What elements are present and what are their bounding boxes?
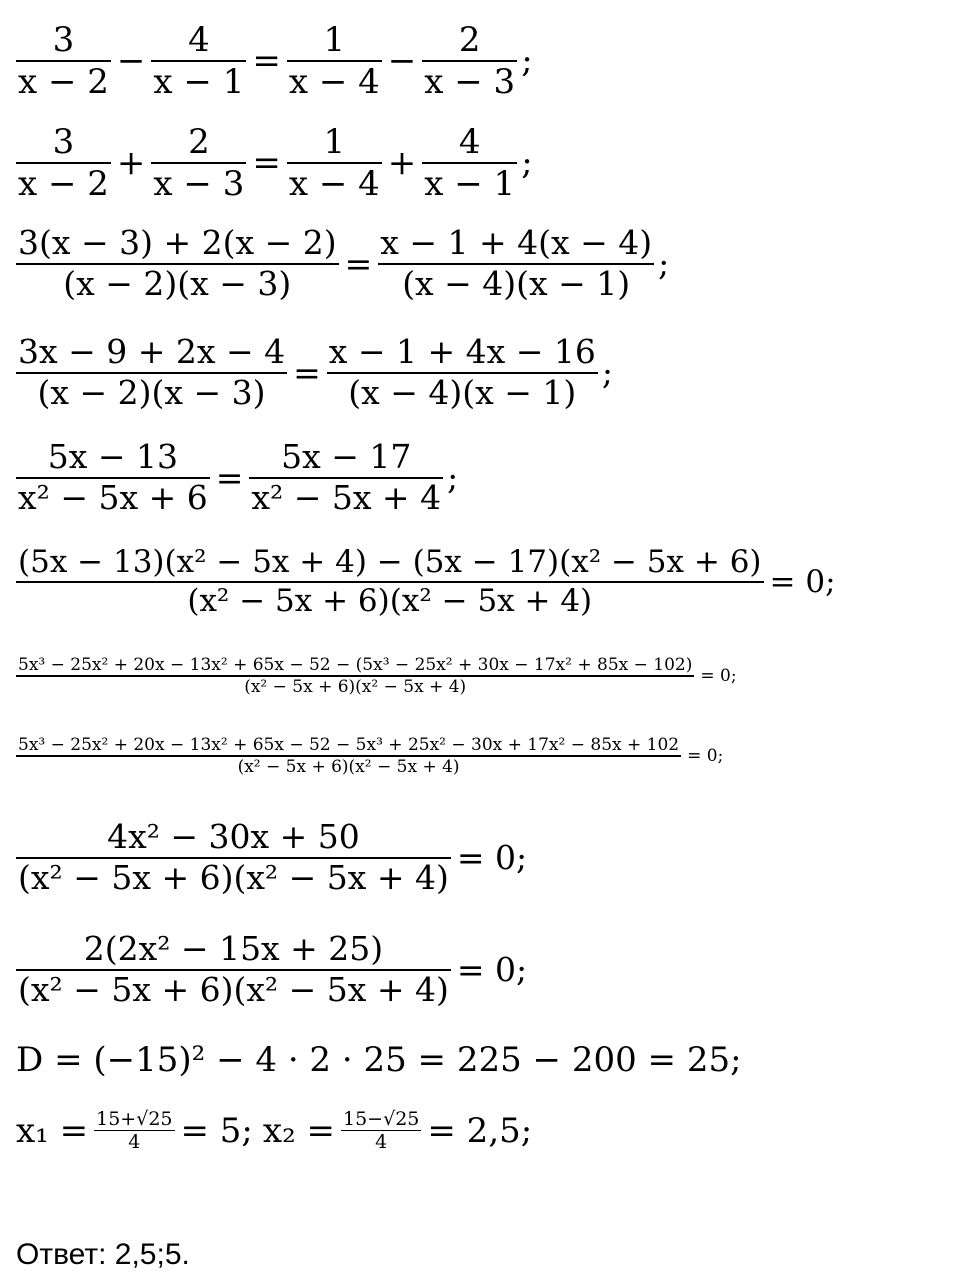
denominator: (x² − 5x + 6)(x² − 5x + 4) — [237, 757, 460, 778]
numerator: (5x − 13)(x² − 5x + 4) − (5x − 17)(x² − 5x + 6) — [18, 544, 762, 580]
numerator: x − 1 + 4x − 16 — [328, 332, 596, 371]
equals-zero: = 0; — [456, 950, 528, 990]
equals-sign: = — [252, 41, 281, 82]
numerator: 5x³ − 25x² + 20x − 13x² + 65x − 52 − (5x³ − 25x² + 30x − 17x² + 85x − 102) — [18, 655, 693, 675]
equation-line-9 — [16, 818, 533, 898]
fraction — [16, 438, 210, 518]
denominator: x − 2 — [18, 62, 109, 103]
denominator: x − 3 — [153, 164, 245, 205]
fraction — [16, 735, 681, 777]
x2-value: = 2,5; — [427, 1110, 533, 1151]
semicolon: ; — [521, 41, 533, 82]
equals-sign: = — [344, 244, 373, 284]
denominator: (x − 4)(x − 1) — [348, 372, 577, 412]
fraction — [16, 20, 111, 102]
operator: + — [116, 143, 146, 184]
denominator: (x² − 5x + 6)(x² − 5x + 4) — [18, 969, 449, 1009]
numerator: 15−√25 — [343, 1108, 420, 1130]
equation-line-5 — [16, 438, 458, 518]
denominator: x² − 5x + 4 — [251, 477, 442, 517]
denominator: x² − 5x + 6 — [18, 477, 208, 517]
equals-sign: = — [293, 353, 321, 393]
fraction — [249, 438, 443, 518]
x2-fraction — [341, 1108, 421, 1154]
equation-line-7 — [16, 655, 743, 697]
numerator: 3(x − 3) + 2(x − 2) — [18, 223, 337, 262]
answer-text: Ответ: 2,5;5. — [16, 1238, 190, 1271]
denominator: 4 — [128, 1131, 141, 1154]
semicolon: ; — [658, 244, 670, 284]
fraction — [327, 333, 598, 413]
operator: − — [387, 41, 417, 82]
fraction — [16, 655, 694, 697]
semicolon: ; — [447, 458, 459, 498]
denominator: (x − 2)(x − 3) — [37, 372, 266, 412]
fraction — [151, 122, 246, 204]
semicolon: ; — [521, 143, 533, 184]
denominator: 4 — [375, 1131, 388, 1154]
numerator: 1 — [323, 20, 346, 60]
numerator: 3 — [52, 20, 75, 60]
numerator: x − 1 + 4(x − 4) — [380, 223, 653, 262]
numerator: 5x³ − 25x² + 20x − 13x² + 65x − 52 − 5x³ + 25x² − 30x + 17x² − 85x + 102 — [18, 735, 680, 755]
equals-zero: = 0; — [456, 838, 528, 878]
equation-line-2 — [16, 122, 533, 204]
numerator: 15+√25 — [96, 1108, 173, 1130]
x2-label: x₂ = — [262, 1110, 335, 1151]
roots-line — [16, 1108, 532, 1154]
denominator: x − 1 — [424, 164, 516, 205]
numerator: 4x² − 30x + 50 — [107, 817, 360, 856]
discriminant-text: D = (−15)² − 4 · 2 · 25 = 225 − 200 = 25; — [16, 1040, 742, 1080]
numerator: 1 — [323, 122, 346, 162]
operator: − — [116, 41, 146, 82]
semicolon: ; — [601, 353, 613, 393]
numerator: 2 — [458, 20, 481, 60]
numerator: 5x − 17 — [281, 437, 412, 476]
fraction — [16, 224, 339, 304]
numerator: 4 — [458, 122, 481, 162]
equals-zero: = 0; — [769, 563, 836, 600]
fraction — [287, 122, 382, 204]
numerator: 2(2x² − 15x + 25) — [83, 929, 384, 968]
denominator: (x² − 5x + 6)(x² − 5x + 4) — [18, 857, 449, 897]
fraction — [422, 122, 517, 204]
equation-line-1 — [16, 20, 533, 102]
numerator: 5x − 13 — [47, 437, 178, 476]
equals-zero: = 0; — [700, 666, 737, 687]
equals-sign: = — [215, 458, 244, 498]
fraction — [16, 333, 287, 413]
equation-line-4 — [16, 333, 613, 413]
fraction — [16, 122, 111, 204]
fraction — [16, 818, 451, 898]
denominator: x − 2 — [18, 164, 109, 205]
numerator: 3x − 9 + 2x − 4 — [18, 332, 286, 371]
denominator: x − 4 — [288, 62, 380, 103]
x1-value: = 5; — [180, 1110, 253, 1151]
x1-label: x₁ = — [16, 1110, 89, 1151]
denominator: x − 3 — [424, 62, 516, 103]
operator: + — [387, 143, 417, 184]
answer-line — [16, 1238, 190, 1272]
denominator: (x − 4)(x − 1) — [402, 263, 631, 303]
fraction — [16, 930, 451, 1010]
numerator: 2 — [188, 122, 210, 162]
fraction — [287, 20, 382, 102]
fraction — [16, 544, 764, 619]
discriminant-line — [16, 1040, 742, 1080]
denominator: (x² − 5x + 6)(x² − 5x + 4) — [187, 582, 593, 619]
denominator: (x² − 5x + 6)(x² − 5x + 4) — [244, 677, 467, 698]
equation-line-3 — [16, 224, 669, 304]
equals-sign: = — [252, 143, 281, 184]
denominator: x − 1 — [153, 62, 245, 103]
fraction — [151, 20, 246, 102]
equation-line-10 — [16, 930, 533, 1010]
equals-zero: = 0; — [687, 746, 724, 767]
x1-fraction — [94, 1108, 174, 1154]
equation-line-8 — [16, 735, 729, 777]
equation-line-6 — [16, 544, 842, 619]
denominator: x − 4 — [288, 164, 380, 205]
numerator: 4 — [188, 20, 210, 60]
denominator: (x − 2)(x − 3) — [63, 263, 292, 303]
numerator: 3 — [52, 122, 75, 162]
fraction — [378, 224, 654, 304]
fraction — [422, 20, 517, 102]
